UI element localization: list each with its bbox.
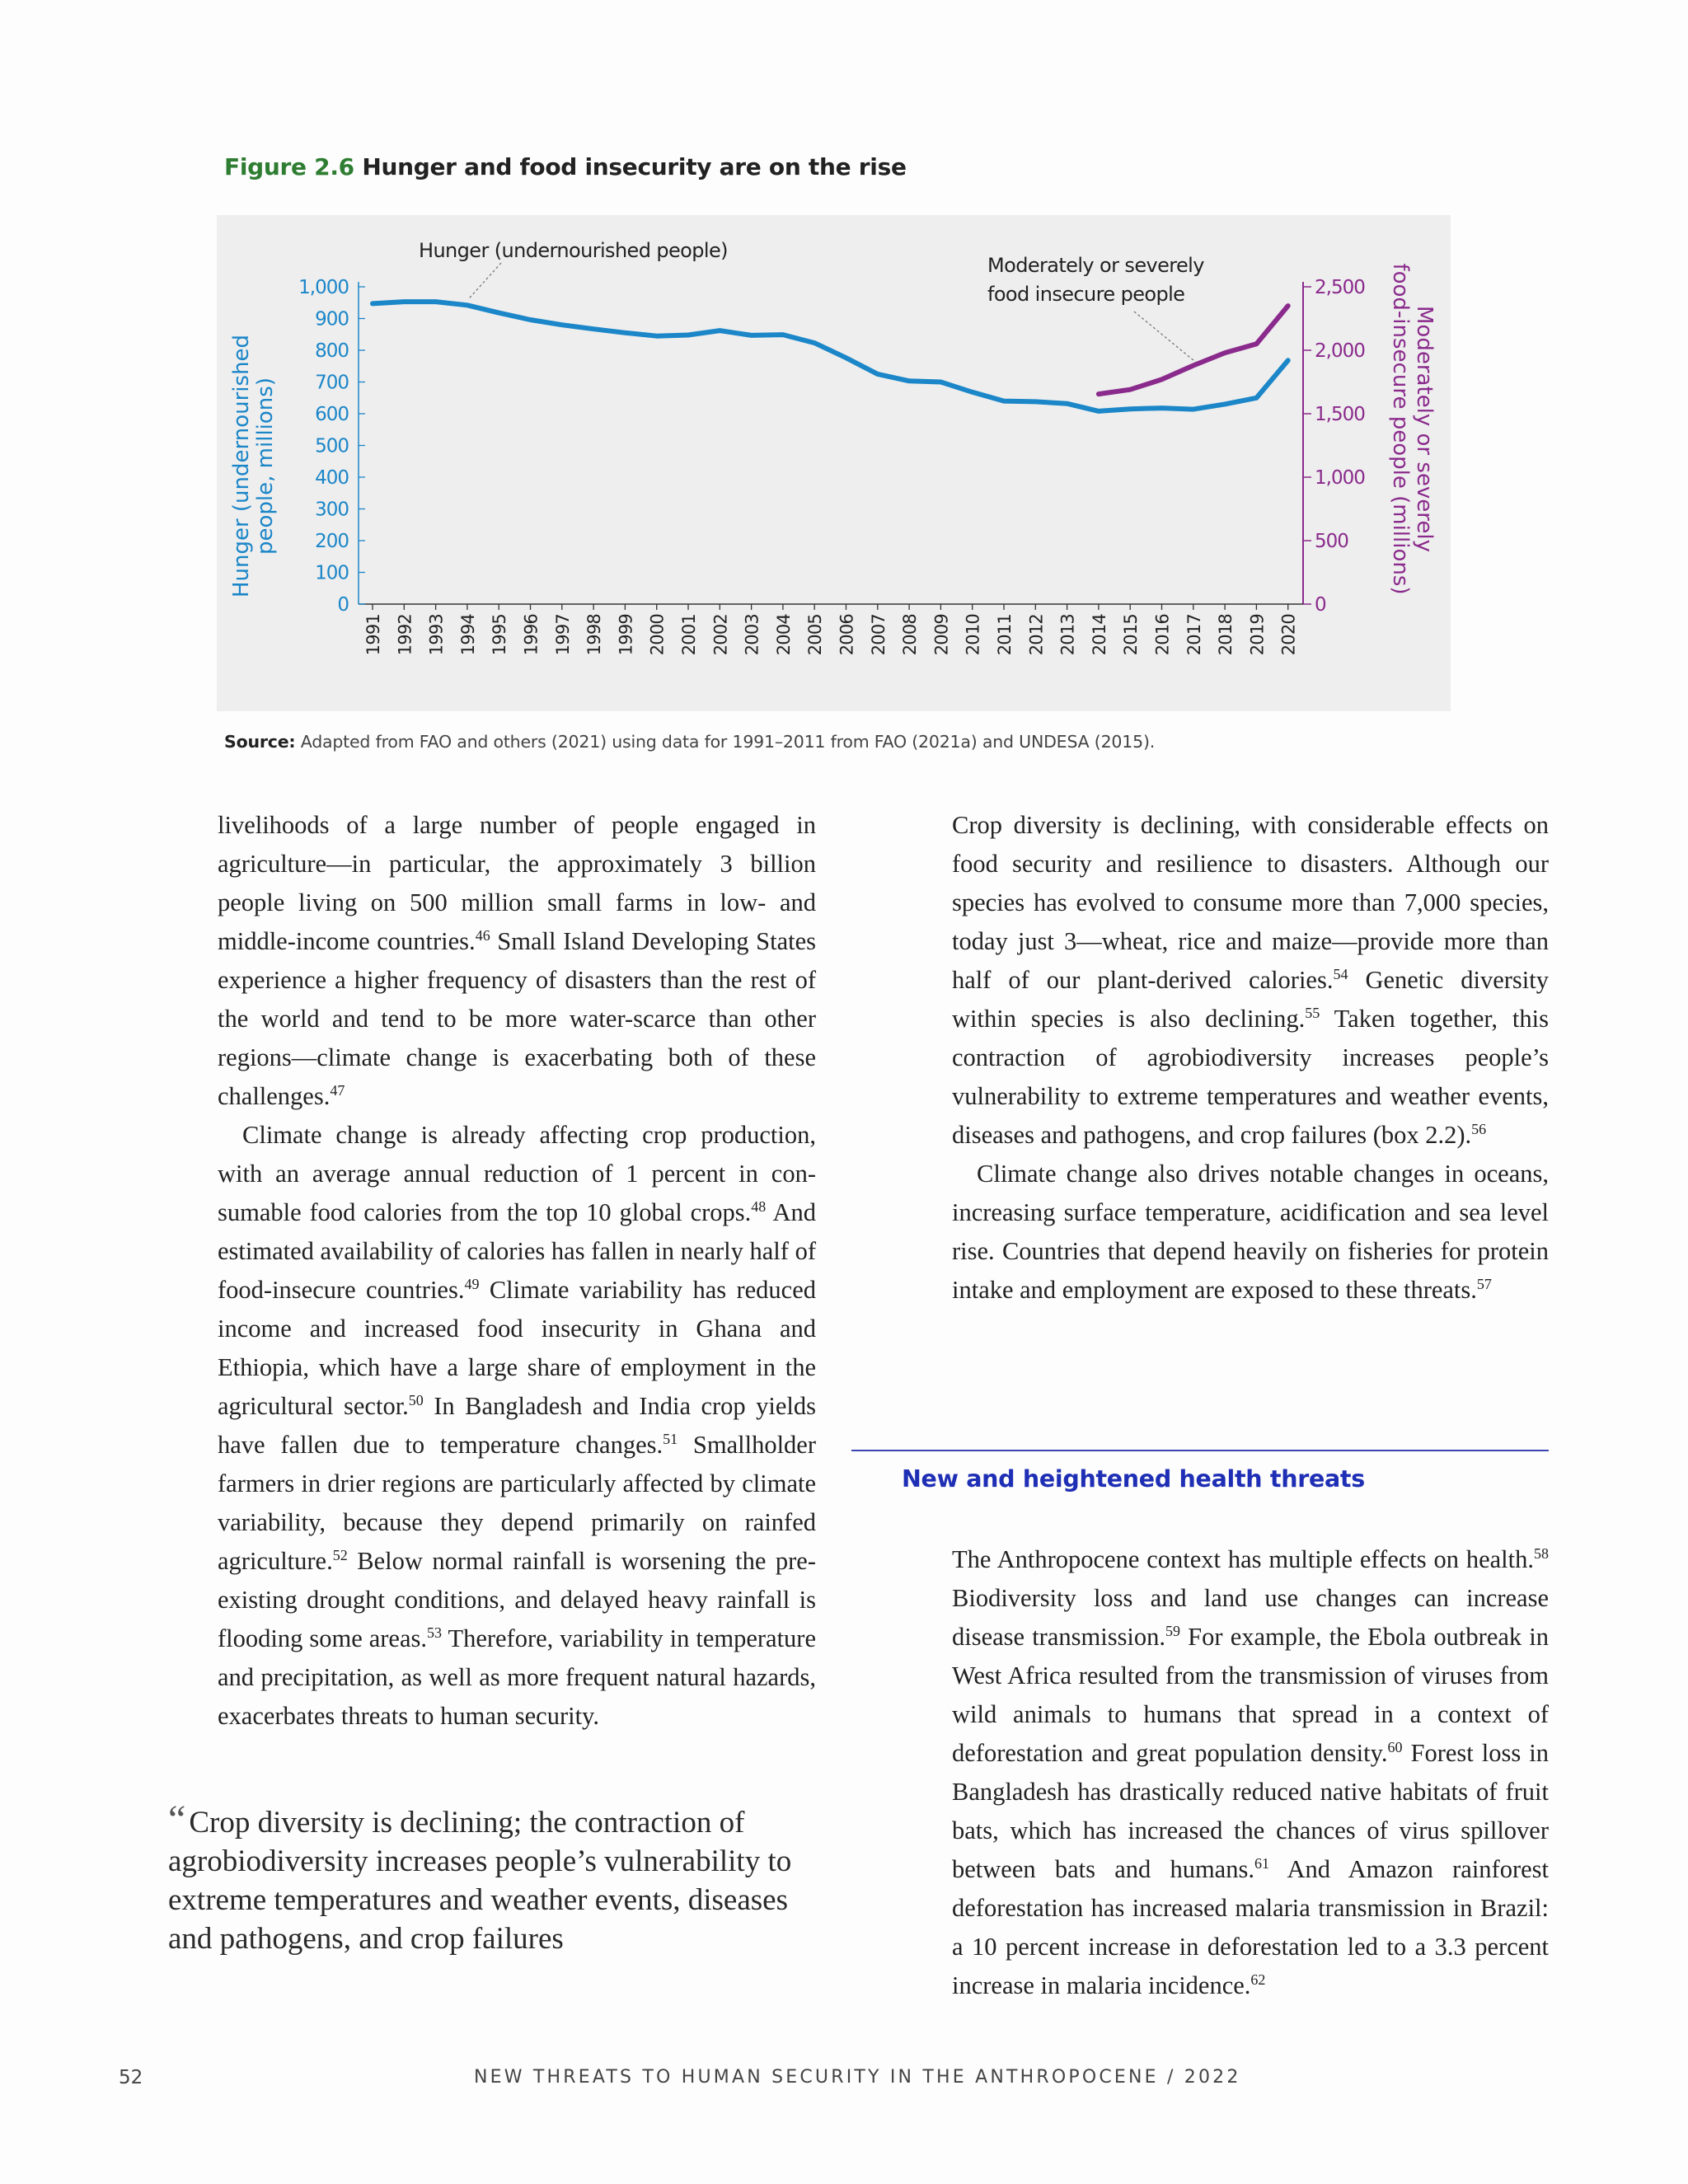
left-axis-tick-label: 1,000	[298, 277, 349, 298]
paragraph	[218, 1116, 816, 1736]
footnote-ref: 53	[427, 1624, 442, 1641]
left-axis-tick-label: 400	[315, 467, 349, 489]
footnote-ref: 60	[1387, 1738, 1403, 1755]
x-axis-tick-label: 2018	[1216, 614, 1236, 656]
right-axis-tick-label: 500	[1315, 531, 1348, 552]
paragraph	[952, 806, 1549, 1155]
x-axis-tick-label: 1997	[552, 614, 573, 656]
paragraph-text: And estimated availability of calories has fallen in nearly half of food-insecure countries.	[218, 1198, 816, 1304]
x-axis-tick-label: 1993	[426, 614, 447, 656]
pull-quote-text: Crop diversity is declining; the contraction of agrobiodiversity increases people’s vulnerability to extreme temperatures and weather events, diseases and pathogens, and crop failures	[168, 1806, 792, 1956]
footnote-ref: 49	[464, 1275, 480, 1292]
page-number: 52	[119, 2067, 143, 2088]
paragraph-text: The Anthropocene context has multiple effects on health.	[952, 1545, 1534, 1573]
paragraph-text: Taken together, this contraction of agrobiodiversity increases people’s vulnerability to extreme temperatures and weather events, diseases and pathogens, and crop failures (box 2.2).	[952, 1005, 1549, 1149]
footnote-ref: 48	[751, 1197, 767, 1215]
x-axis-tick-label: 1998	[584, 614, 605, 656]
food-insecure-series-line	[1099, 306, 1288, 394]
paragraph-text: Smallholder farmers in drier regions are particularly affected by climate variability, because they depend primarily on rainfed agriculture.	[218, 1431, 816, 1575]
left-axis-tick-label: 600	[315, 404, 349, 425]
footnote-ref: 50	[408, 1391, 424, 1408]
paragraph-text: Below normal rainfall is worsening the pre-existing drought conditions, and delayed heavy rainfall is flooding some areas.	[218, 1547, 816, 1652]
footnote-ref: 59	[1165, 1622, 1181, 1639]
right-axis-title: Moderately or severely	[1412, 305, 1437, 553]
x-axis-tick-label: 2016	[1152, 614, 1173, 656]
paragraph-text: Climate change is already affecting crop production, with an average annual reduction of 1 percent in consumable food calories from the top 10 global crops.	[218, 1121, 816, 1226]
x-axis-tick-label: 2020	[1278, 614, 1299, 656]
footnote-ref: 62	[1250, 1971, 1266, 1988]
x-axis-tick-label: 2008	[900, 614, 921, 656]
x-axis-tick-label: 2007	[868, 614, 889, 656]
paragraph-text: Therefore, variability in temperature and precipitation, as well as more frequent natural hazards, exacerbates threats to human security.	[218, 1624, 816, 1730]
left-axis-tick-label: 100	[315, 562, 349, 584]
paragraph-text: In Bangladesh and India crop yields have fallen due to temperature changes.	[218, 1392, 816, 1459]
footnote-ref: 61	[1254, 1854, 1269, 1872]
x-axis-tick-label: 2019	[1247, 614, 1268, 656]
body-column-right-bottom	[952, 1540, 1549, 2005]
food-insecure-label-leader	[1134, 312, 1196, 362]
x-axis-tick-label: 2005	[805, 614, 826, 656]
x-axis-tick-label: 1995	[490, 614, 510, 656]
pull-quote	[168, 1797, 795, 1958]
paragraph-text: Small Island Developing States experience a higher frequency of disasters than the rest of the world and tend to be more water-scarce than other regions—climate change is exacerbating both of these challenges.	[218, 927, 816, 1110]
footnote-ref: 56	[1471, 1120, 1487, 1137]
x-axis-tick-label: 2001	[679, 614, 699, 656]
hunger-series-line	[373, 302, 1288, 411]
hunger-label-leader	[469, 263, 501, 298]
left-axis-tick-label: 300	[315, 499, 349, 521]
paragraph-text: Forest loss in Bangladesh has drastically reduced native habitats of fruit bats, which has increased the chances of virus spillover between bats and humans.	[952, 1739, 1549, 1883]
left-axis-tick-label: 0	[337, 594, 349, 616]
paragraph	[952, 1155, 1549, 1310]
x-axis-tick-label: 1991	[363, 614, 383, 656]
x-axis-tick-label: 2012	[1026, 614, 1047, 656]
footnote-ref: 51	[663, 1430, 678, 1447]
paragraph-text: Genetic diversity within species is also declining.	[952, 966, 1549, 1033]
x-axis-tick-label: 2013	[1057, 614, 1078, 656]
left-axis-title: Hunger (undernourished	[229, 334, 254, 598]
right-axis-tick-label: 2,000	[1315, 340, 1365, 362]
figure-number: Figure 2.6	[224, 153, 354, 180]
hunger-food-insecurity-chart	[217, 215, 1451, 711]
footnote-ref: 58	[1534, 1544, 1549, 1562]
paragraph	[218, 806, 816, 1116]
source-label: Source:	[224, 732, 296, 752]
footnote-ref: 54	[1333, 965, 1348, 982]
footnote-ref: 57	[1476, 1275, 1492, 1292]
x-axis-tick-label: 1996	[521, 614, 542, 656]
x-axis-tick-label: 2002	[710, 614, 731, 656]
left-axis-title: people, millions)	[253, 377, 278, 555]
running-footer: NEW THREATS TO HUMAN SECURITY IN THE ANTHROPOCENE / 2022	[474, 2067, 1241, 2088]
figure-source	[224, 732, 1155, 752]
chart-panel	[217, 215, 1451, 711]
figure-title-text: Hunger and food insecurity are on the rise	[362, 153, 907, 180]
x-axis-tick-label: 2006	[837, 614, 857, 656]
paragraph-text: Crop diversity is declining, with considerable effects on food security and resilience to disasters. Although our species has evolved to consume more than 7,000 species, today just 3—wheat, rice and maize—provide more than half of our plant-derived calories.	[952, 811, 1549, 994]
food-insecure-series-label: food insecure people	[987, 283, 1185, 306]
right-axis-tick-label: 1,000	[1315, 467, 1365, 489]
x-axis-tick-label: 1994	[457, 614, 478, 656]
quote-mark-icon: “	[168, 1797, 186, 1841]
section-heading: New and heightened health threats	[902, 1465, 1365, 1493]
x-axis-tick-label: 2010	[963, 614, 983, 656]
x-axis-tick-label: 2000	[647, 614, 668, 656]
x-axis-tick-label: 2014	[1089, 614, 1109, 656]
source-text: Adapted from FAO and others (2021) using data for 1991–2011 from FAO (2021a) and UNDESA (2015).	[300, 732, 1156, 752]
x-axis-tick-label: 2017	[1184, 614, 1204, 656]
food-insecure-series-label: Moderately or severely	[987, 254, 1204, 277]
footnote-ref: 47	[330, 1081, 345, 1099]
paragraph-text: And Amazon rainforest deforestation has increased malaria transmission in Brazil: a 10 percent increase in deforestation led to a 3.3 percent increase in malaria incidence.	[952, 1855, 1549, 1999]
right-axis-tick-label: 2,500	[1315, 277, 1365, 298]
right-axis-tick-label: 0	[1315, 594, 1326, 616]
hunger-series-label: Hunger (undernourished people)	[419, 239, 728, 262]
left-axis-tick-label: 500	[315, 435, 349, 457]
x-axis-tick-label: 1999	[616, 614, 636, 656]
paragraph-text: Climate change also drives notable changes in oceans, increasing surface temperature, acidification and sea level rise. Countries that depend heavily on fisheries for protein intake and employment are exposed to these threats.	[952, 1160, 1549, 1304]
x-axis-tick-label: 2003	[742, 614, 762, 656]
section-rule	[851, 1450, 1549, 1451]
paragraph	[952, 1540, 1549, 2005]
left-axis-tick-label: 900	[315, 308, 349, 330]
right-axis-tick-label: 1,500	[1315, 404, 1365, 425]
footnote-ref: 52	[332, 1546, 348, 1563]
right-axis-title: food-insecure people (millions)	[1388, 263, 1413, 595]
paragraph-text: Climate variability has reduced income and increased food insecurity in Ghana and Ethiopia, which have a large share of employment in the agricultural sector.	[218, 1276, 816, 1420]
footnote-ref: 46	[475, 926, 490, 944]
paragraph-text: For example, the Ebola outbreak in West Africa resulted from the transmission of viruses from wild animals to humans that spread in a context of deforestation and great population density.	[952, 1623, 1550, 1767]
x-axis-tick-label: 2004	[773, 614, 794, 656]
body-column-left	[218, 806, 816, 1736]
x-axis-tick-label: 2009	[931, 614, 952, 656]
left-axis-tick-label: 200	[315, 531, 349, 552]
left-axis-tick-label: 800	[315, 340, 349, 362]
x-axis-tick-label: 2011	[995, 614, 1015, 656]
paragraph-text: Biodiversity loss and land use changes can increase disease transmission.	[952, 1584, 1549, 1651]
paragraph-text: livelihoods of a large number of people engaged in agriculture—in particular, the approximately 3 billion people living on 500 million small farms in low- and middle-income countries.	[218, 811, 816, 955]
x-axis-tick-label: 2015	[1121, 614, 1142, 656]
body-column-right-top	[952, 806, 1549, 1310]
footnote-ref: 55	[1305, 1004, 1320, 1021]
left-axis-tick-label: 700	[315, 372, 349, 394]
x-axis-tick-label: 1992	[395, 614, 415, 656]
figure-title	[224, 153, 907, 180]
